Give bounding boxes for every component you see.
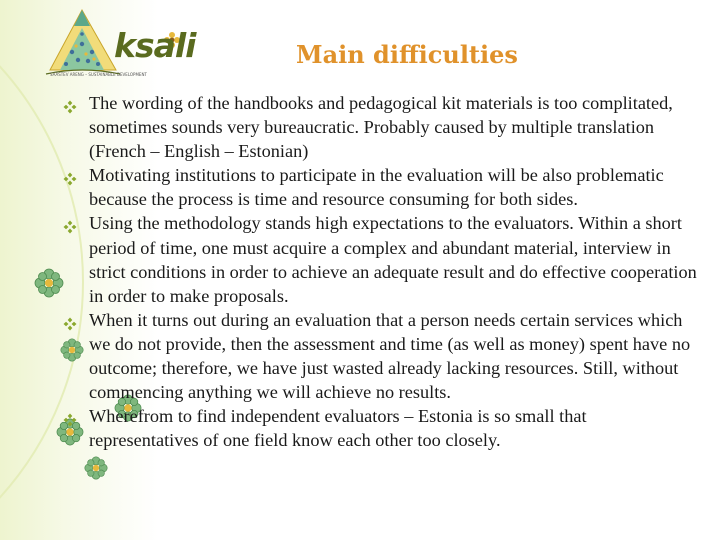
bullet-item bbox=[60, 211, 700, 307]
bullet-text: Using the methodology stands high expectations to the evaluators. Within a short period of time, one must acquire a complex and abundant material, interview in strict conditions in order to achieve an adequate result and do effective cooperation in order to make proposals. bbox=[89, 213, 697, 306]
diamond-clover-icon bbox=[63, 216, 77, 230]
diamond-clover-icon bbox=[63, 96, 77, 110]
bullet-list bbox=[60, 91, 700, 452]
diamond-clover-icon bbox=[63, 313, 77, 327]
bullet-text: When it turns out during an evaluation that a person needs certain services which we do not provide, then the assessment and time (as well as money) spent have no outcome; therefore, we have just wasted already lacking resources. Still, without commencing anything we will achieve no results. bbox=[89, 309, 691, 403]
bullet-text: Wherefrom to find independent evaluators – Estonia is so small that representatives of one field know each other too closely. bbox=[89, 406, 587, 451]
flower-icon bbox=[84, 456, 108, 480]
bullet-item bbox=[60, 404, 700, 452]
logo bbox=[38, 4, 198, 84]
page-title: Main difficulties bbox=[296, 40, 518, 69]
bullet-item bbox=[60, 91, 700, 163]
logo-caption: SÄÄSTEV ARENG – SUSTAINABLE DEVELOPMENT bbox=[50, 72, 147, 77]
bullet-item bbox=[60, 163, 700, 211]
diamond-clover-icon bbox=[63, 168, 77, 182]
logo-wordmark: ksali bbox=[114, 26, 196, 65]
diamond-clover-icon bbox=[63, 409, 77, 423]
bullet-text: The wording of the handbooks and pedagogical kit materials is too complitated, sometimes sounds very bureaucratic. Probably caused by multiple translation (French – English – Estonian) bbox=[89, 93, 673, 162]
bullet-text: Motivating institutions to participate in the evaluation will be also problematic because the process is time and resource consuming for both sides. bbox=[89, 165, 664, 210]
bullet-item bbox=[60, 308, 700, 404]
